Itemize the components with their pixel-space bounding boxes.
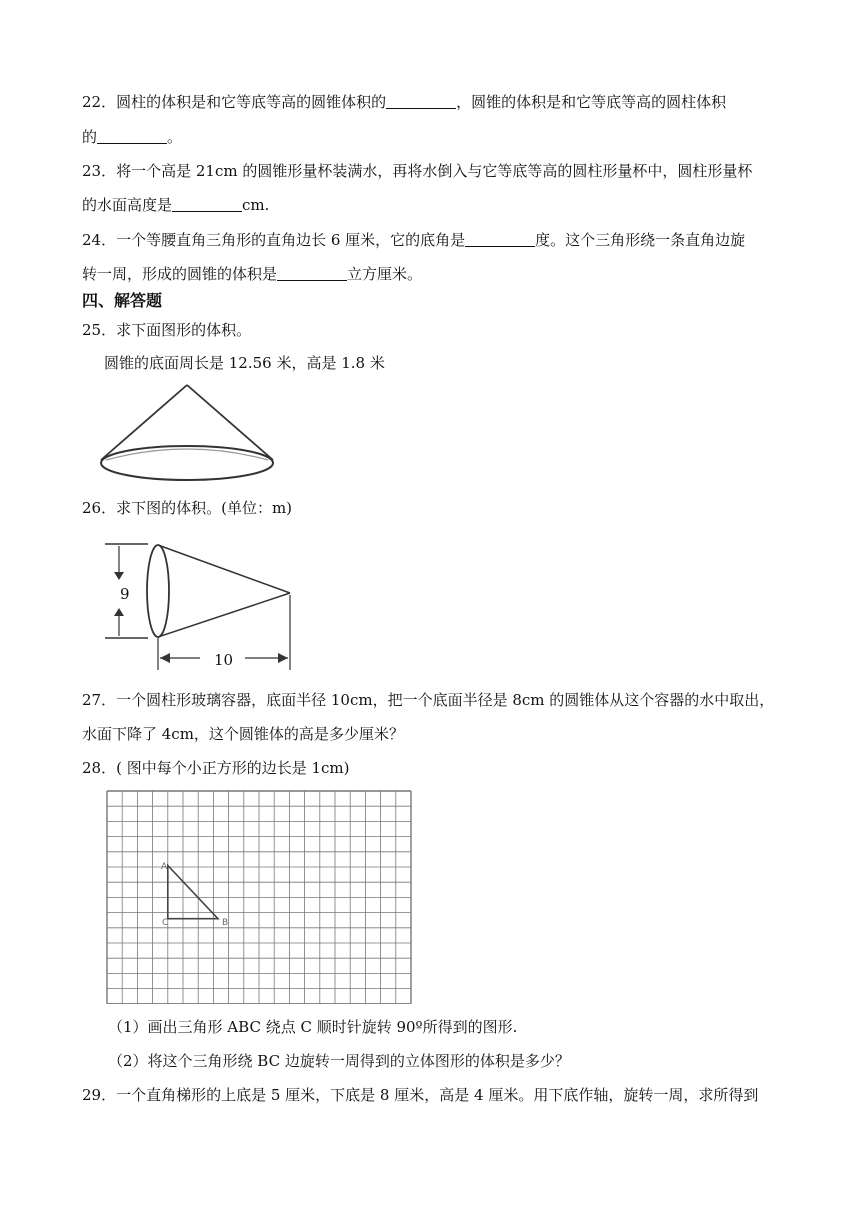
square-grid: [106, 790, 412, 1004]
question-27-line-1: 27．一个圆柱形玻璃容器，底面半径 10cm，把一个底面半径是 8cm 的圆锥体从这个容器的水中取出，: [82, 691, 775, 709]
question-23-text: 23．将一个高是 21cm 的圆锥形量杯装满水，再将水倒入与它等底等高的圆柱形量杯中，圆柱形量杯: [82, 162, 753, 180]
diameter-label: 9: [120, 585, 130, 603]
question-24-line-1: [82, 229, 745, 251]
question-24-text-b: 度。这个三角形绕一条直角边旋: [535, 231, 746, 249]
question-29-line-1: 29．一个直角梯形的上底是 5 厘米，下底是 8 厘米，高是 4 厘米。用下底作轴，旋转一周，求所得到: [82, 1086, 759, 1104]
question-26-text: 26．求下图的体积。(单位：m): [82, 499, 293, 517]
triangle-abc: [168, 865, 218, 918]
question-22-line-1: [82, 91, 726, 113]
question-28-text: 28．( 图中每个小正方形的边长是 1cm): [82, 759, 350, 777]
question-28-sub-1: （1）画出三角形 ABC 绕点 C 顺时针旋转 90º所得到的图形.: [108, 1018, 518, 1036]
question-22-line-2: [82, 126, 182, 148]
answer-blank[interactable]: [97, 129, 167, 144]
answer-blank[interactable]: [172, 197, 242, 212]
question-22-text-c: 的: [82, 128, 98, 146]
cone-figure: [96, 380, 282, 486]
question-22-text-b: ，圆锥的体积是和它等底等高的圆柱体积: [456, 93, 727, 111]
section-heading: 四、解答题: [82, 291, 163, 310]
question-24-text-a: 24．一个等腰直角三角形的直角边长 6 厘米，它的底角是: [82, 231, 466, 249]
question-27-line-2: 水面下降了 4cm，这个圆锥体的高是多少厘米？: [82, 725, 404, 743]
answer-blank[interactable]: [386, 94, 456, 109]
height-label: 10: [214, 651, 234, 669]
question-25-caption: 圆锥的底面周长是 12.56 米，高是 1.8 米: [104, 354, 385, 372]
question-22-text-d: 。: [167, 128, 183, 146]
question-24-text-d: 立方厘米。: [347, 265, 423, 283]
question-28-sub-2: （2）将这个三角形绕 BC 边旋转一周得到的立体图形的体积是多少？: [108, 1052, 570, 1070]
question-23-line-1: [82, 160, 752, 182]
question-22-text-a: 22．圆柱的体积是和它等底等高的圆锥体积的: [82, 93, 387, 111]
question-23-text-a: 的水面高度是: [82, 196, 173, 214]
point-b-label: B: [222, 918, 229, 928]
point-a-label: A: [161, 862, 168, 872]
question-24-text-c: 转一周，形成的圆锥的体积是: [82, 265, 278, 283]
answer-blank[interactable]: [465, 232, 535, 247]
question-23-text-b: cm.: [242, 196, 270, 214]
question-23-line-2: [82, 194, 269, 216]
question-24-line-2: [82, 263, 422, 285]
question-25-text: 25．求下面图形的体积。: [82, 321, 252, 339]
lying-cone-figure: [100, 538, 300, 674]
answer-blank[interactable]: [277, 266, 347, 281]
point-c-label: C: [162, 918, 169, 928]
